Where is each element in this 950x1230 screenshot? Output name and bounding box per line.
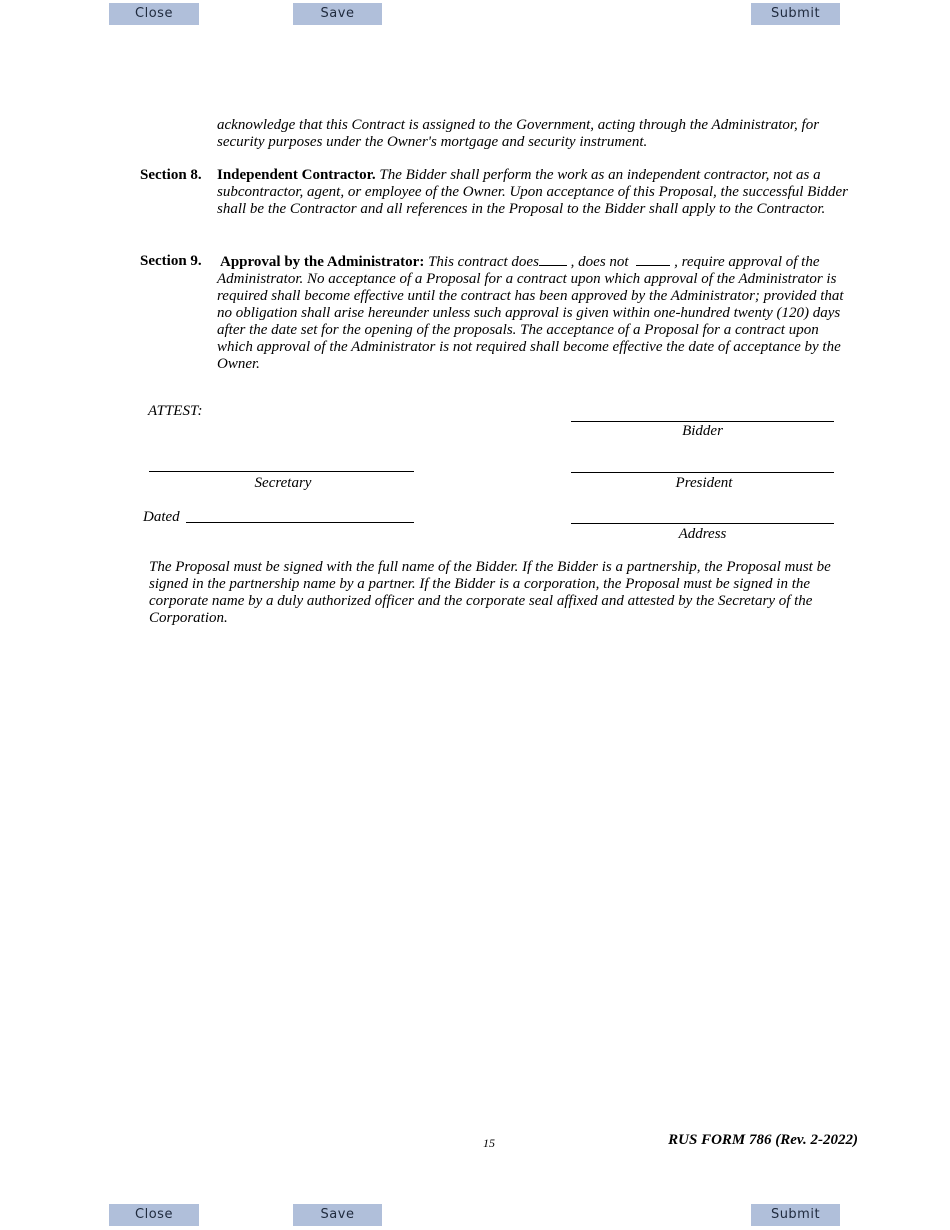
does-not-approval-blank[interactable] [636, 253, 670, 266]
continuation-text: acknowledge that this Contract is assigned to the Government, acting through the Administrator, for security purposes under the Owner's mortgage and security instrument. [217, 117, 820, 150]
section-9-text-b: , does not [570, 254, 629, 270]
address-line[interactable] [571, 523, 834, 524]
submit-button[interactable]: Submit [751, 3, 840, 25]
secretary-label: Secretary [254, 475, 312, 491]
section-9-text-d: Administrator. No acceptance of a Proposal for a contract upon which approval of the Administrator is required shall become effective until the contract has been approved by the Administrator; provided that no obligation shall arise hereunder unless such approval is given within one-hundred twenty (120) days after the date set for the opening of the proposals. The acceptance of a Proposal for a contract upon which approval of the Administrator is not required shall become effective the date of acceptance by the Owner. [217, 271, 844, 372]
does-approval-blank[interactable] [539, 253, 567, 266]
section-8-body [217, 167, 857, 218]
form-id: RUS FORM 786 (Rev. 2-2022) [668, 1132, 858, 1148]
section-8-title: Independent Contractor. [217, 167, 376, 183]
save-button-bottom[interactable]: Save [293, 1204, 382, 1226]
dated-label: Dated [143, 509, 180, 525]
attest-label: ATTEST: [148, 403, 203, 419]
secretary-signature-line[interactable] [149, 471, 414, 472]
dated-line[interactable] [186, 522, 414, 523]
section-9-title: Approval by the Administrator: [220, 254, 425, 270]
close-button-bottom[interactable]: Close [109, 1204, 199, 1226]
president-label: President [675, 475, 733, 491]
bidder-label: Bidder [682, 423, 723, 439]
section-8-number: Section 8. [140, 167, 202, 183]
section-9-number: Section 9. [140, 253, 202, 269]
section-9-text-a: This contract does [428, 254, 539, 270]
bidder-signature-line[interactable] [571, 421, 834, 422]
submit-button-bottom[interactable]: Submit [751, 1204, 840, 1226]
section-9-text-c: , require approval of the [674, 254, 820, 270]
close-button[interactable]: Close [109, 3, 199, 25]
signing-instructions: The Proposal must be signed with the full name of the Bidder. If the Bidder is a partnership, the Proposal must be signed in the partnership name by a partner. If the Bidder is a corporation, the Proposal must be signed in the corporate name by a duly authorized officer and the corporate seal affixed and attested by the Secretary of the Corporation. [149, 559, 831, 626]
section-9-body [217, 253, 857, 373]
section-8-text: The Bidder shall perform the work as an independent contractor, not as a subcontractor, agent, or employee of the Owner. Upon acceptance of this Proposal, the successful Bidder shall be the Contractor and all references in the Proposal to the Bidder shall apply to the Contractor. [217, 167, 849, 217]
president-signature-line[interactable] [571, 472, 834, 473]
page-number: 15 [483, 1136, 495, 1150]
address-label: Address [678, 526, 727, 542]
save-button[interactable]: Save [293, 3, 382, 25]
